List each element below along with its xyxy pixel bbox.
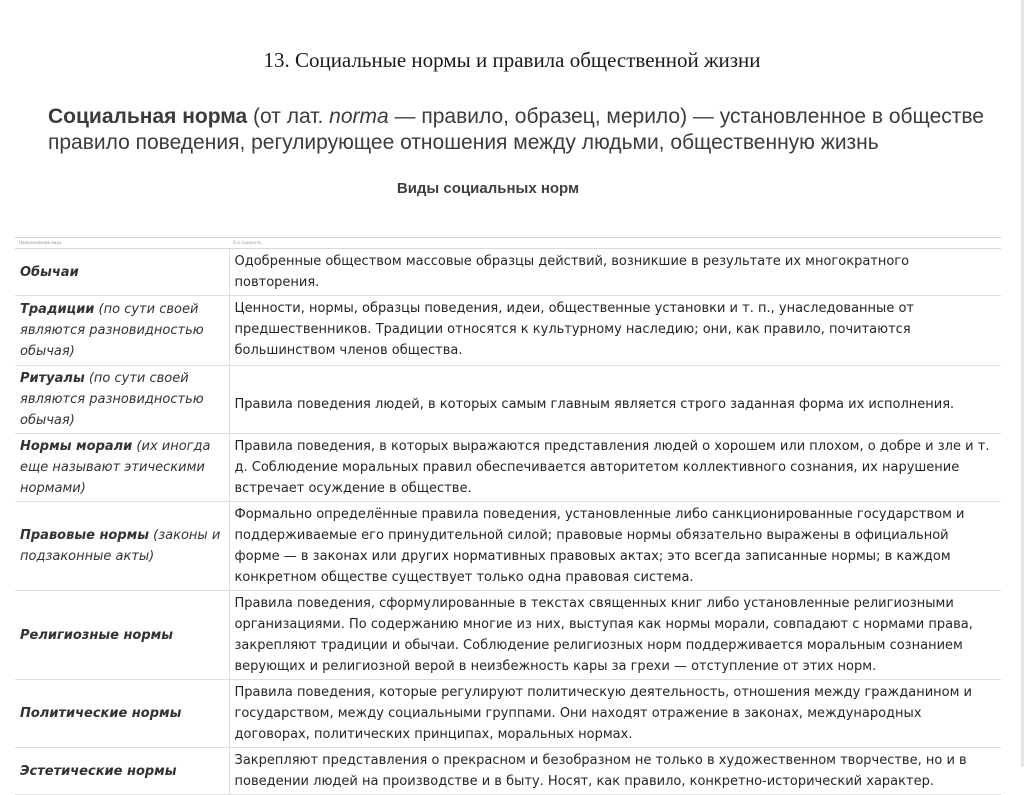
table-row	[15, 296, 1001, 366]
norm-type-cell	[15, 296, 229, 366]
table-row	[15, 502, 1001, 591]
table-header-row	[15, 238, 1001, 249]
table-row	[15, 680, 1001, 748]
norm-type-note: (их иногда еще называют этическими нормами)	[20, 439, 211, 496]
table-row	[15, 366, 1001, 434]
definition-prefix: (от лат.	[247, 105, 330, 128]
norm-description: Формально определённые правила поведения, установленные либо санкционированные государством и поддерживаемые его принудительной силой; правовые нормы обязательно выражены в официальной форме — в законах или других нормативных правовых актах; это всегда записанные нормы; в каждом конкретном обществе существует только одна правовая система.	[229, 502, 1001, 591]
norm-type-name: Политические нормы	[20, 706, 182, 721]
norm-type-name: Традиции	[20, 302, 95, 317]
table-caption: Виды социальных норм	[396, 180, 580, 197]
table-row	[15, 748, 1001, 795]
table-row	[15, 434, 1001, 502]
norm-type-name: Религиозные нормы	[20, 627, 174, 643]
norm-type-name: Правовые нормы	[20, 528, 150, 543]
norm-description: Закрепляют представления о прекрасном и безобразном не только в художественном творчестве, но и в поведении людей на производстве и в быту. Носят, как правило, конкретно-исторический характер.	[229, 748, 1001, 795]
table-row	[15, 591, 1001, 680]
norm-type-name: Обычаи	[20, 264, 79, 280]
norm-description: Одобренные обществом массовые образцы действий, возникшие в результате их многократного повторения.	[229, 249, 1001, 296]
table-row	[15, 249, 1001, 296]
norm-description: Правила поведения, в которых выражаются представления людей о хорошем или плохом, о добре и зле и т. д. Соблюдение моральных правил обеспечивается авторитетом коллективного сознания, их нарушение встречает осуждение в обществе.	[229, 434, 1001, 502]
norm-type-cell	[15, 434, 229, 502]
norm-type-note: (законы и подзаконные акты)	[20, 528, 221, 564]
norm-type-cell	[15, 366, 229, 434]
norm-type-name: Ритуалы	[20, 371, 85, 386]
header-type-name: Наименование вида	[15, 238, 229, 249]
definition-latin-word: norma	[329, 105, 389, 128]
norm-type-note: (по сути своей являются разновидностью обычая)	[20, 302, 204, 359]
norm-description: Правила поведения людей, в которых самым главным является строго заданная форма их исполнения.	[229, 366, 1001, 434]
norm-type-cell	[15, 748, 229, 795]
norm-type-name: Эстетические нормы	[20, 763, 177, 779]
norm-description: Правила поведения, которые регулируют политическую деятельность, отношения между гражданином и государством, между социальными группами. Они находят отражение в законах, международных договорах, политических принципах, моральных нормах.	[229, 680, 1001, 748]
header-essence: Его сущность	[229, 238, 1001, 249]
norm-description: Правила поведения, сформулированные в текстах священных книг либо установленные религиозными организациями. По содержанию многие из них, выступая как нормы морали, совпадают с нормами права, закрепляют традиции и обычаи. Соблюдение религиозных норм поддерживается моральным сознанием верующих и религиозной верой в неизбежность кары за грехи — отступление от этих норм.	[229, 591, 1001, 680]
slide-title: 13. Социальные нормы и правила общественной жизни	[263, 48, 761, 72]
norm-type-cell	[15, 591, 229, 680]
norm-type-note: (по сути своей являются разновидностью обычая)	[20, 371, 204, 428]
norm-type-cell	[15, 249, 229, 296]
norm-type-name: Нормы морали	[20, 439, 133, 454]
definition-term: Социальная норма	[48, 105, 248, 128]
norms-table	[15, 237, 1001, 795]
norm-type-cell	[15, 680, 229, 748]
norm-type-cell	[15, 502, 229, 591]
definition-text: — правило, образец, мерило) — установленное в обществе правило поведения, регулирующее отношения между людьми, общественную жизнь	[48, 105, 984, 154]
norm-description: Ценности, нормы, образцы поведения, идеи, общественные установки и т. п., унаследованные от предшественников. Традиции относятся к культурному наследию; они, как правило, почитаются большинством членов общества.	[229, 296, 1001, 366]
definition-paragraph	[48, 104, 988, 156]
